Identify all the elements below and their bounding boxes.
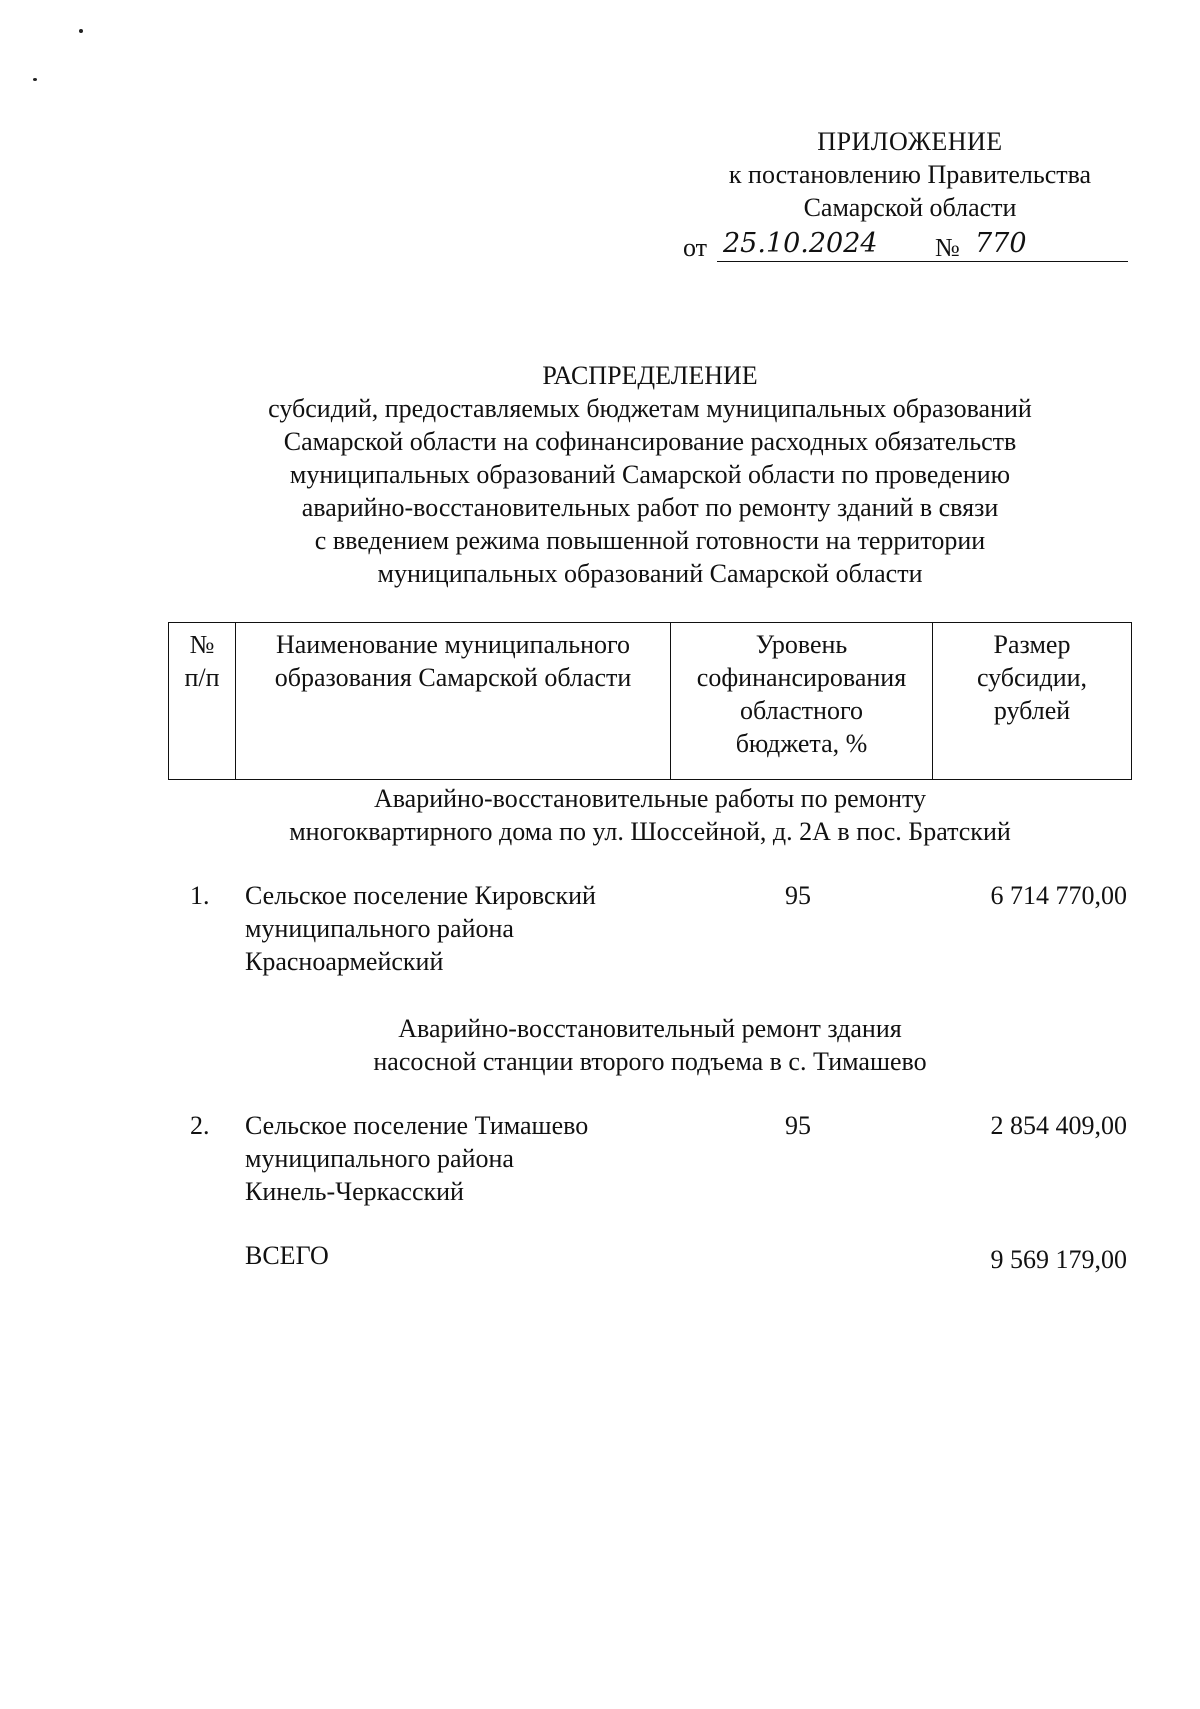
table-row: [170, 880, 1130, 980]
column-header-line: областного: [740, 696, 863, 725]
column-header-line: Наименование муниципального: [275, 630, 631, 659]
column-header-line: Уровень: [755, 630, 848, 659]
date-prefix: от: [683, 233, 708, 262]
row-municipality-name: [245, 880, 665, 979]
row-name-line: Сельское поселение Тимашево: [245, 1111, 589, 1140]
section-title-line: многоквартирного дома по ул. Шоссейной, д. 2А в пос. Братский: [289, 817, 1011, 846]
section-title: [200, 1013, 1100, 1079]
column-header-cofinancing-level: [671, 623, 933, 779]
heading-line: муниципальных образований Самарской области по проведению: [289, 460, 1011, 489]
scan-speck: [33, 78, 37, 81]
column-header-line: образования Самарской области: [274, 663, 632, 692]
row-cofinancing-level: 95: [785, 1111, 811, 1140]
scan-speck: [79, 29, 83, 33]
column-header-line: Размер: [993, 630, 1071, 659]
column-header-line: рублей: [993, 696, 1071, 725]
column-header-subsidy-amount: [933, 623, 1131, 779]
section-title-line: насосной станции второго подъема в с. Тимашево: [373, 1047, 927, 1076]
section-title: [200, 783, 1100, 849]
document-title: РАСПРЕДЕЛЕНИЕ: [542, 361, 758, 390]
heading-line: с введением режима повышенной готовности на территории: [314, 526, 986, 555]
heading-line: субсидий, предоставляемых бюджетам муниципальных образований: [268, 394, 1032, 423]
decree-number-handwritten: 770: [963, 228, 1128, 262]
row-name-line: муниципального района: [245, 1144, 514, 1173]
column-header-line: субсидии,: [976, 663, 1088, 692]
heading-line: Самарской области на софинансирование расходных обязательств: [283, 427, 1017, 456]
document-heading: [200, 360, 1100, 591]
table-header: [168, 622, 1132, 780]
section-title-line: Аварийно-восстановительный ремонт здания: [398, 1014, 902, 1043]
column-header-number: [169, 623, 236, 779]
row-cofinancing-level: 95: [785, 881, 811, 910]
row-index: 1.: [190, 881, 210, 910]
number-sign: №: [935, 233, 960, 262]
appendix-title: ПРИЛОЖЕНИЕ: [817, 127, 1003, 156]
row-municipality-name: [245, 1110, 665, 1209]
section-title-line: Аварийно-восстановительные работы по ремонту: [373, 784, 927, 813]
decree-reference: [683, 228, 1128, 264]
row-subsidy-amount: 6 714 770,00: [990, 881, 1127, 910]
row-name-line: Красноармейский: [245, 947, 444, 976]
column-header-line: п/п: [184, 663, 220, 692]
decree-date-handwritten: 25.10.2024: [717, 228, 973, 262]
row-name-line: муниципального района: [245, 914, 514, 943]
table-row: [170, 1110, 1130, 1210]
row-name-line: Сельское поселение Кировский: [245, 881, 596, 910]
heading-line: аварийно-восстановительных работ по ремонту зданий в связи: [301, 493, 999, 522]
appendix-line-2: Самарской области: [803, 193, 1017, 222]
row-subsidy-amount: 2 854 409,00: [990, 1111, 1127, 1140]
row-name-line: Кинель-Черкасский: [245, 1177, 464, 1206]
column-header-line: бюджета, %: [735, 729, 868, 758]
total-amount: 9 569 179,00: [990, 1245, 1127, 1274]
appendix-line-1: к постановлению Правительства: [728, 160, 1092, 189]
column-header-name: [236, 623, 671, 779]
column-header-line: №: [189, 630, 215, 659]
appendix-block: [680, 126, 1140, 225]
heading-line: муниципальных образований Самарской области: [377, 559, 923, 588]
total-label: ВСЕГО: [245, 1241, 329, 1270]
row-index: 2.: [190, 1111, 210, 1140]
column-header-line: софинансирования: [696, 663, 907, 692]
